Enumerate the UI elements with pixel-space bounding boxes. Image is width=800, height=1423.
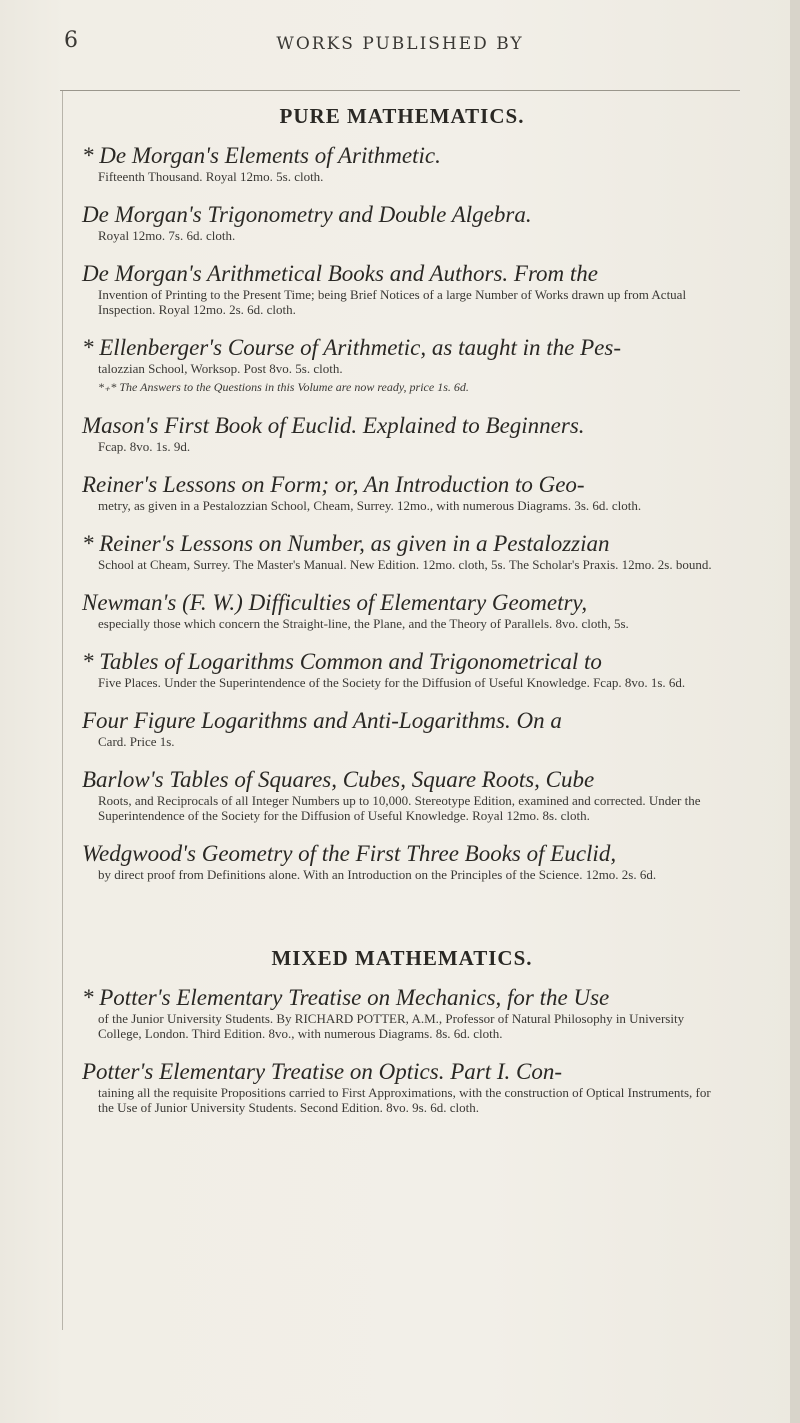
entry-title: Wedgwood's Geometry of the First Three Books of Euclid, <box>82 841 617 866</box>
entry-description: especially those which concern the Straight-line, the Plane, and the Theory of Parallels. 8vo. cloth, 5s. <box>98 616 629 631</box>
entry-description: Five Places. Under the Superintendence of the Society for the Diffusion of Useful Knowledge. Fcap. 8vo. 1s. 6d. <box>98 675 686 690</box>
page-fold-rule <box>62 90 63 1330</box>
entry-title: Newman's (F. W.) Difficulties of Elementary Geometry, <box>82 590 588 615</box>
entry-title: Four Figure Logarithms and Anti-Logarithms. On a <box>82 708 562 733</box>
entry-title: De Morgan's Trigonometry and Double Algebra. <box>82 202 532 227</box>
catalogue-entry <box>82 472 722 513</box>
entry-description: Card. Price 1s. <box>98 734 175 749</box>
entry-title: Reiner's Lessons on Form; or, An Introduction to Geo- <box>82 472 585 497</box>
entry-title: * Reiner's Lessons on Number, as given in a Pestalozzian <box>82 531 610 556</box>
catalogue-entry <box>82 767 722 823</box>
catalogue-entry <box>82 1059 722 1115</box>
section-heading-pure-mathematics: PURE MATHEMATICS. <box>279 104 525 128</box>
entry-title: De Morgan's Arithmetical Books and Authors. From the <box>82 261 598 286</box>
catalogue-entry <box>82 202 722 243</box>
entry-description: taining all the requisite Propositions carried to First Approximations, with the construction of Optical Instruments, for the Use of Junior University Students. Second Edition. 8vo. 9s. 6d. cloth. <box>98 1085 711 1115</box>
entry-title: * Tables of Logarithms Common and Trigonometrical to <box>82 649 602 674</box>
entry-description: metry, as given in a Pestalozzian School, Cheam, Surrey. 12mo., with numerous Diagrams. 3s. 6d. cloth. <box>98 498 642 513</box>
page-edge <box>790 0 800 1423</box>
catalogue-entry <box>82 649 722 690</box>
entry-description: talozzian School, Worksop. Post 8vo. 5s. cloth. <box>98 361 343 376</box>
entry-description: Invention of Printing to the Present Time; being Brief Notices of a large Number of Works drawn up from Actual Inspection. Royal 12mo. 2s. 6d. cloth. <box>98 287 687 317</box>
page-number: 6 <box>64 28 78 53</box>
entry-title: Barlow's Tables of Squares, Cubes, Square Roots, Cube <box>82 767 595 792</box>
catalogue-entry <box>82 335 722 395</box>
catalogue-entry <box>82 841 722 882</box>
running-head: WORKS PUBLISHED BY <box>276 34 524 54</box>
entry-description: Fcap. 8vo. 1s. 9d. <box>98 439 191 454</box>
entry-description: Royal 12mo. 7s. 6d. cloth. <box>98 228 236 243</box>
section-heading-mixed-mathematics: MIXED MATHEMATICS. <box>271 946 533 970</box>
catalogue-entry <box>82 985 722 1041</box>
entry-title: * De Morgan's Elements of Arithmetic. <box>82 143 441 168</box>
catalogue-entry <box>82 143 722 184</box>
page-header <box>60 22 740 82</box>
entry-title: Potter's Elementary Treatise on Optics. Part I. Con- <box>82 1059 562 1084</box>
entry-description: of the Junior University Students. By RICHARD POTTER, A.M., Professor of Natural Philosophy in University College, London. Third Edition. 8vo., with numerous Diagrams. 8s. 6d. cloth. <box>98 1011 685 1041</box>
catalogue-entry <box>82 261 722 317</box>
entry-title: * Ellenberger's Course of Arithmetic, as taught in the Pes- <box>82 335 621 360</box>
entry-note: *₊* The Answers to the Questions in this Volume are now ready, price 1s. 6d. <box>98 380 469 394</box>
entry-description: Roots, and Reciprocals of all Integer Numbers up to 10,000. Stereotype Edition, examined and corrected. Under the Superintendence of the Society for the Diffusion of Useful Knowledge. Royal 12mo. 8s. cloth. <box>98 793 701 823</box>
catalogue-entry <box>82 413 722 454</box>
catalogue-entry <box>82 531 722 572</box>
header-rule <box>60 90 740 91</box>
entry-title: * Potter's Elementary Treatise on Mechanics, for the Use <box>82 985 610 1010</box>
catalogue-entry <box>82 708 722 749</box>
catalogue-entry <box>82 590 722 631</box>
entry-description: by direct proof from Definitions alone. With an Introduction on the Principles of the Science. 12mo. 2s. 6d. <box>98 867 657 882</box>
entry-title: Mason's First Book of Euclid. Explained to Beginners. <box>82 413 585 438</box>
entry-description: Fifteenth Thousand. Royal 12mo. 5s. cloth. <box>98 169 324 184</box>
catalogue-content <box>82 104 722 1133</box>
entry-description: School at Cheam, Surrey. The Master's Manual. New Edition. 12mo. cloth, 5s. The Scholar's Praxis. 12mo. 2s. bound. <box>98 557 712 572</box>
